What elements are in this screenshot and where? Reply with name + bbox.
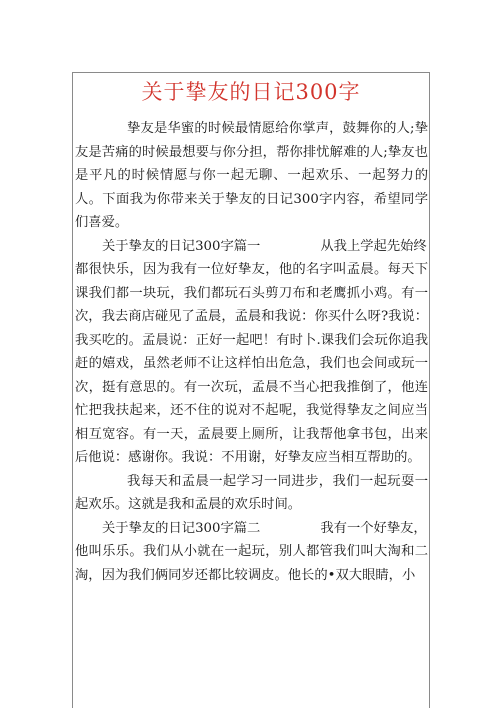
piece1-heading: 关于挚友的日记300字篇一 bbox=[102, 238, 261, 254]
piece2-heading: 关于挚友的日记300字篇二 bbox=[102, 520, 261, 536]
piece1-body: 都很快乐，因为我有一位好挚友，他的名字叫孟晨。每天下课我们都一块玩，我们都玩石头剪刀布和老鹰抓小鸡。有一次，我去商店碰见了孟晨，孟晨和我说：你买什么呀?我说：我买吃的。孟晨说：正好一起吧！有时卜.课我们会玩你追我赶的嬉戏，虽然老师不让这样怕出危急，我们也会间或玩一次，挺有意思的。有一次玩，孟晨不当心把我推倒了，他连忙把我扶起来，还不住的说对不起呢，我觉得挚友之间应当相互宽容。有一天，孟晨要上厕所，让我帮他拿书包，出来后他说：感谢你。我说：不用谢，好挚友应当相互帮助的。 bbox=[75, 262, 428, 465]
piece2-heading-line bbox=[75, 517, 428, 541]
piece1-heading-line bbox=[75, 235, 428, 259]
intro-paragraph: 挚友是华蜜的时候最情愿给你掌声，鼓舞你的人;挚友是苦痛的时候最想要与你分担，帮你排忧解难的人;挚友也是平凡的时候情愿与你一起无聊、一起欢乐、一起努力的人。下面我为你带来关于挚友的日记300字内容，希望同学们喜爱。 bbox=[75, 121, 428, 230]
page-title: 关于挚友的日记300字 bbox=[141, 80, 361, 104]
article-body bbox=[75, 117, 428, 587]
piece1-lead: 从我上学起先始终 bbox=[320, 238, 427, 254]
piece2-lead: 我有一个好挚友， bbox=[320, 520, 427, 536]
piece1-closing: 我每天和孟晨一起学习一同进步，我们一起玩耍一起欢乐。这就是我和孟晨的欢乐时间。 bbox=[75, 473, 428, 512]
piece2-body: 他叫乐乐。我们从小就在一起玩，别人都管我们叫大淘和二淘，因为我们俩同岁还都比较调皮。他长的•双大眼睛，小 bbox=[75, 544, 428, 583]
